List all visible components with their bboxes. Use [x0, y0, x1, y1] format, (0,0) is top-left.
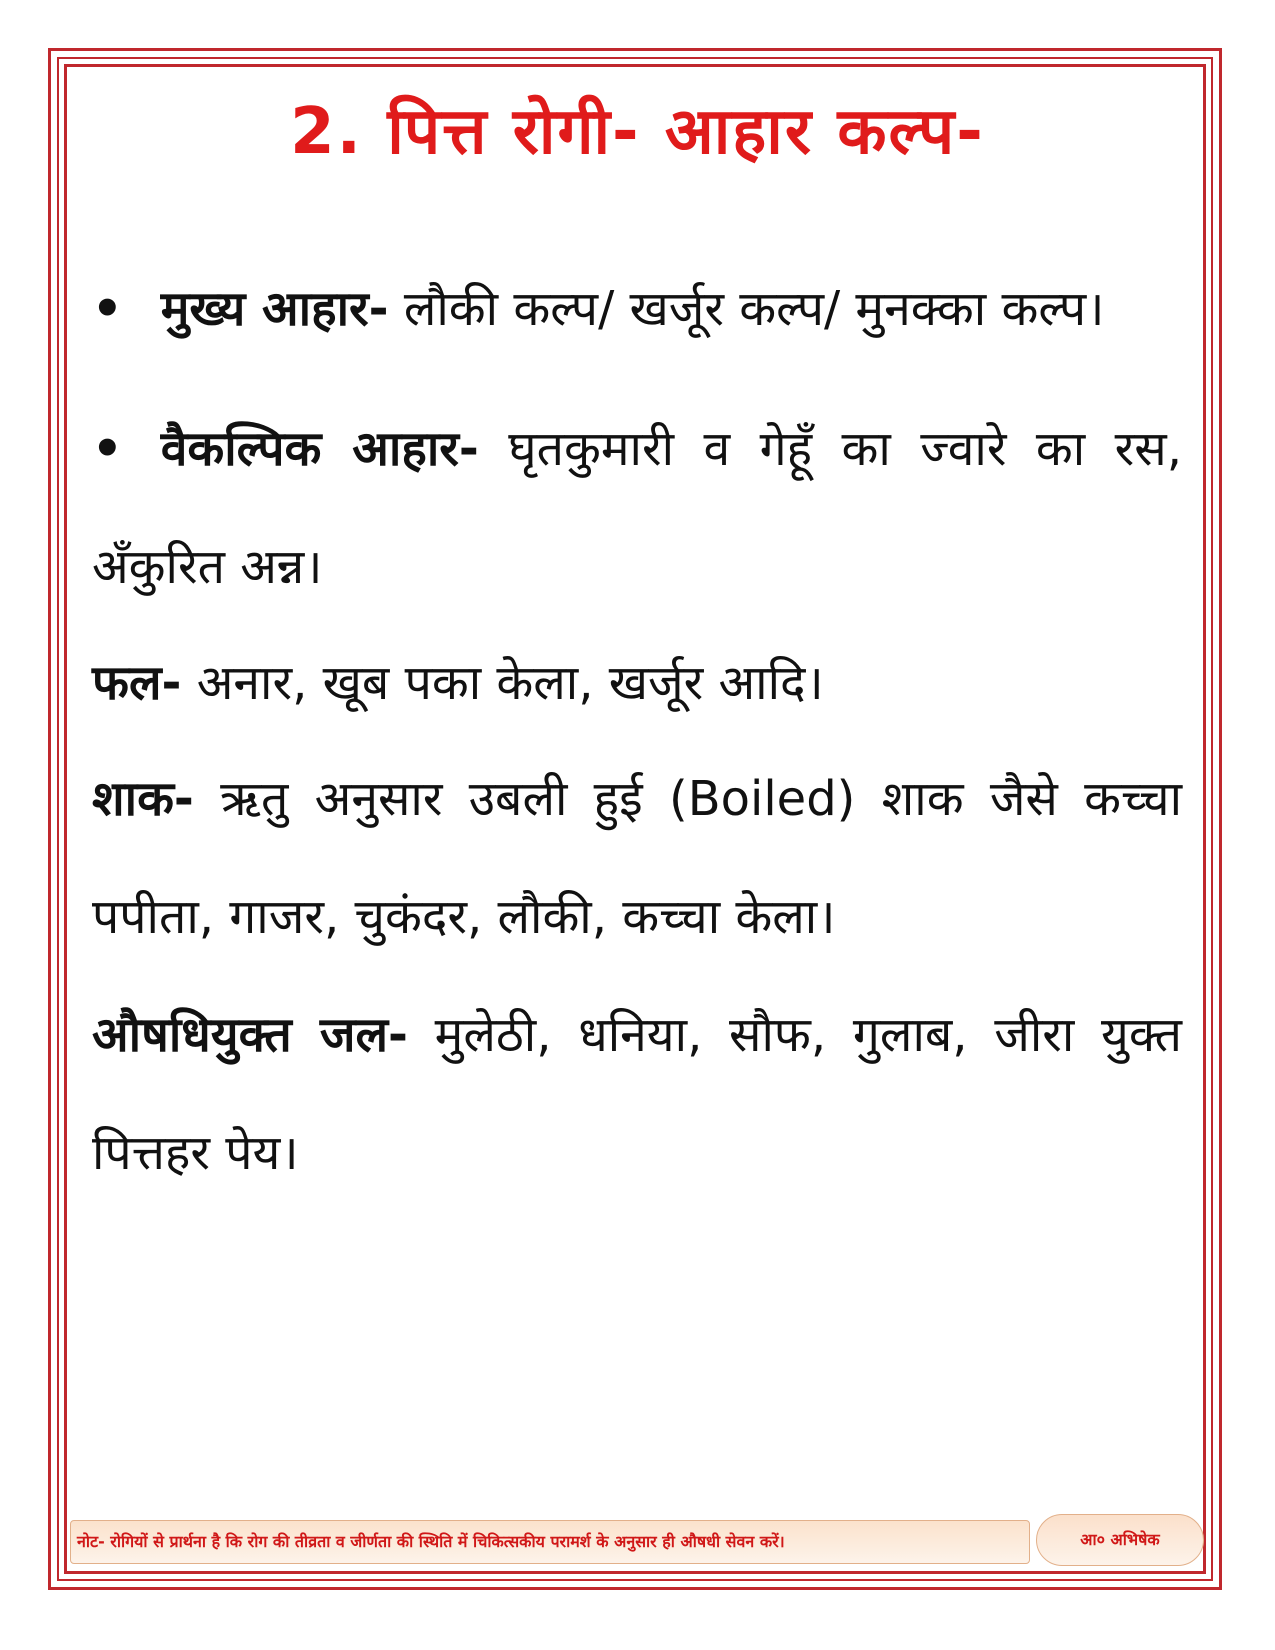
- fruit-label: फल-: [92, 655, 182, 711]
- alt-diet-text: घृतकुमारी व गेहूँ का ज्वारे का रस, अँकुरित अन्न।: [92, 421, 1182, 595]
- vegetable-paragraph: [92, 740, 1182, 976]
- vegetable-text: ऋतु अनुसार उबली हुई (Boiled) शाक जैसे कच्चा पपीता, गाजर, चुकंदर, लौकी, कच्चा केला।: [92, 771, 1182, 945]
- herbal-water-label: औषधियुक्त जल-: [92, 1007, 408, 1063]
- author-badge: आ० अभिषेक: [1036, 1514, 1204, 1566]
- main-diet-text: लौकी कल्प/ खर्जूर कल्प/ मुनक्का कल्प।: [388, 281, 1105, 337]
- fruit-text: अनार, खूब पका केला, खर्जूर आदि।: [181, 655, 824, 711]
- fruit-paragraph: [92, 626, 1182, 740]
- alt-diet-paragraph: [92, 390, 1182, 626]
- alt-diet-label: वैकल्पिक आहार-: [160, 421, 479, 477]
- herbal-water-paragraph: [92, 976, 1182, 1212]
- vegetable-label: शाक-: [92, 771, 194, 827]
- bullet-icon: •: [92, 281, 123, 337]
- main-diet-paragraph: [92, 250, 1182, 368]
- diet-content: [92, 250, 1182, 1212]
- spacer: [92, 368, 1182, 390]
- herbal-water-text: मुलेठी, धनिया, सौफ, गुलाब, जीरा युक्त पित्तहर पेय।: [92, 1007, 1182, 1181]
- page-title: 2. पित्त रोगी- आहार कल्प-: [290, 95, 985, 169]
- bullet-icon: •: [92, 421, 123, 477]
- footer-note: नोट- रोगियों से प्रार्थना है कि रोग की तीव्रता व जीर्णता की स्थिति में चिकित्सकीय परामर्श के अनुसार ही औषधी सेवन करें।: [70, 1520, 1030, 1564]
- main-diet-label: मुख्य आहार-: [160, 281, 389, 337]
